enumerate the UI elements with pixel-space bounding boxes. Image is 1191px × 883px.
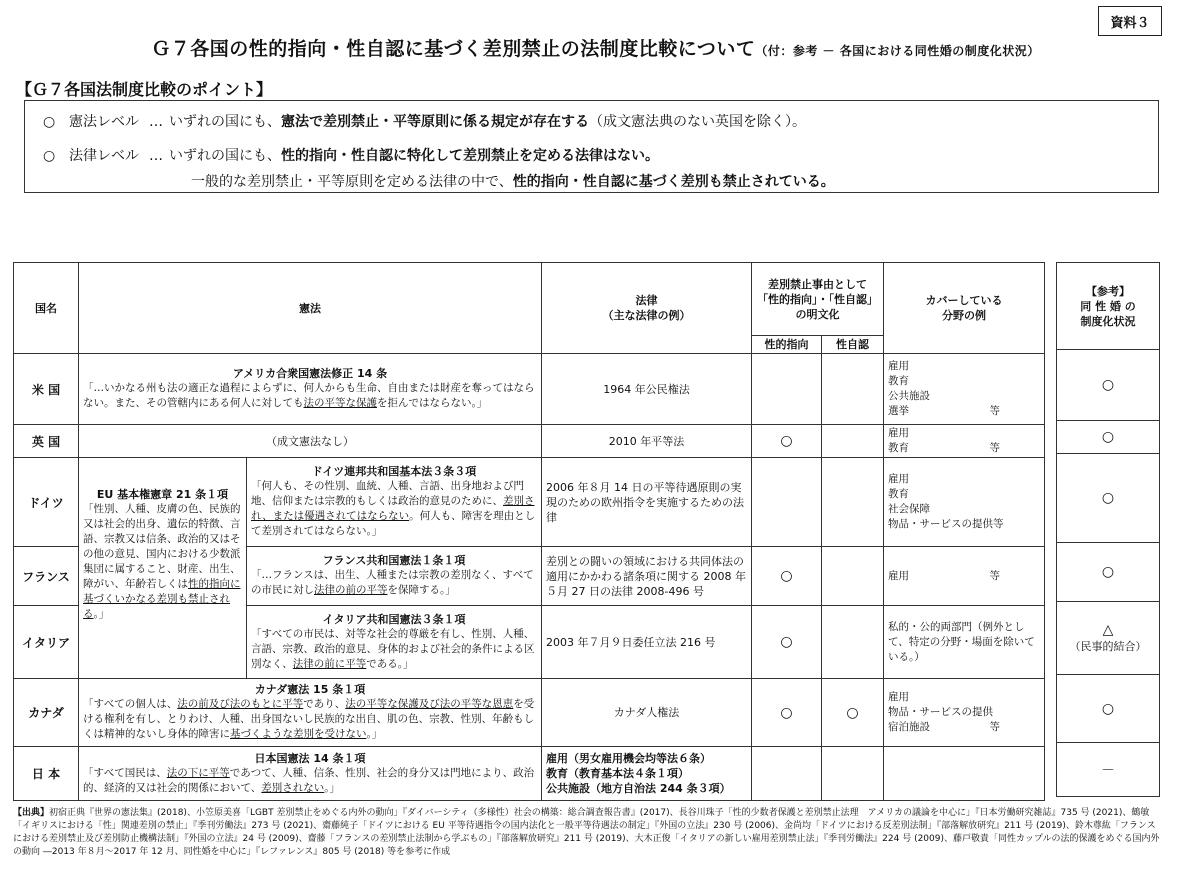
header-law <box>542 263 752 354</box>
article-title: アメリカ合衆国憲法修正 14 条 <box>232 367 388 380</box>
ref-jp: － <box>1057 743 1160 797</box>
law-jp <box>542 747 752 801</box>
title-main: Ｇ７各国の性的指向・性自認に基づく差別禁止の法制度比較について <box>151 38 756 60</box>
article-text-underlined: 法律の前の平等 <box>314 584 388 596</box>
field-item: 雇用 <box>888 569 909 582</box>
fields-ca <box>884 679 1045 747</box>
article-text-underlined: 法の平等な保護 <box>303 397 377 409</box>
law-uk: 2010 年平等法 <box>542 425 752 458</box>
article-title: 日本国憲法 14 条１項 <box>254 751 366 765</box>
point-text-bold: 性的指向・性自認に特化して差別禁止を定める法律はない。 <box>281 148 659 164</box>
country-fr: フランス <box>14 547 79 606</box>
point-text: （成文憲法典のない英国を除く）。 <box>589 114 806 130</box>
field-etc: 等 <box>989 569 1000 582</box>
article-text-part: 。」 <box>366 728 383 740</box>
ref-mark: △ <box>1102 622 1114 638</box>
field-item: 宿泊施設 <box>888 721 930 733</box>
article-text <box>251 479 537 539</box>
comparison-table <box>13 262 1045 801</box>
ref-header-row <box>1057 263 1160 350</box>
law-ca: カナダ人権法 <box>542 679 752 747</box>
header-law-line: 法律 <box>635 294 658 307</box>
header-explicit-line: 「性的指向」・「性自認」 <box>757 292 878 306</box>
gi-us <box>822 354 884 425</box>
field-item: 雇用 <box>888 473 909 485</box>
ref-fr: ○ <box>1057 543 1160 602</box>
article-text-part: 「…フランスは、出生、人種または宗教の差別なく、すべての市民に対し <box>251 569 534 596</box>
points-heading: 【Ｇ７各国法制度比較のポイント】 <box>16 80 273 99</box>
article-text-part: であり、 <box>303 698 346 710</box>
article-text-part: を拒んではならない。」 <box>377 397 488 409</box>
field-item: 教育 <box>888 375 909 387</box>
article-title: フランス共和国憲法１条１項 <box>322 554 466 567</box>
article-text <box>251 568 537 598</box>
field-item: 物品・サービスの提供 <box>888 706 993 718</box>
so-jp <box>752 747 822 801</box>
constitution-fr <box>247 547 542 606</box>
country-de: ドイツ <box>14 458 79 547</box>
header-fields-line: 分野の例 <box>942 309 986 322</box>
table-header-row <box>14 263 1045 336</box>
gi-uk <box>822 425 884 458</box>
ref-de: ○ <box>1057 454 1160 543</box>
field-item-row <box>888 569 1040 584</box>
fields-uk <box>884 425 1045 458</box>
article-text-part: を保障する。」 <box>387 584 456 596</box>
article-text-underlined: 性的指向に基づくいかなる差別も禁止される <box>83 578 241 620</box>
eu-charter-text <box>83 502 242 622</box>
point-law-line2 <box>191 171 835 191</box>
sources-text: 初宿正典『世界の憲法集』(2018)、小笠原美喜「LGBT 差別禁止をめぐる内外の動向」『ダイバーシティ（多様性）社会の構築：総合調査報告書』(2017)、長谷川珠子「性的少数者保護と差別禁止法理 アメリカの議論を中心に」『日本労働研究雑誌』735 号 (2021)、鶴敏「イギリスにおける「性」関連差別の禁止」『季刊労働法』273 号 (2021)、齋藤純子「ドイツにおける EU 平等待遇指令の国内法化と一般平等待遇法の制定」『外国の立法』230 号 (2006)、金尚均「ドイツにおける反差別法制」『部落解放研究』211 号 (2019)、鈴木尊紘「フランスにおける差別禁止及び差別防止機構法制」『外国の立法』24 号 (2009)、齋藤「フランスの差別禁止法制から学ぶもの」『部落解放研究』211 号 (2019)、大木正俊「イタリアの新しい雇用差別禁止法」『季刊労働法』224 号 (2009)、藤戸敬貴「同性カップルの法的保護をめぐる国内外の動向 ―2013 年８月～2017 年 12 月、同性婚を中心に」『レファレンス』805 号 (2018) 等を参考に作成 <box>13 808 1160 857</box>
same-sex-marriage-table <box>1056 262 1160 797</box>
field-item: 公共施設 <box>888 390 930 402</box>
article-text-part: 。」 <box>324 781 341 794</box>
article-text <box>251 627 537 672</box>
law-fr: 差別との闘いの領域における共同体法の適用にかかわる諸条項に関する 2008 年５月 27 日の法律 2008-496 号 <box>542 547 752 606</box>
document-tag: 資料３ <box>1098 6 1162 36</box>
field-item: 教育 <box>888 442 909 454</box>
article-text-part: 「…いかなる州も法の適正な過程によらずに、何人からも生命、自由または財産を奪ってはならない。また、その管轄内にある何人に対しても <box>83 382 535 409</box>
table-row-us <box>14 354 1045 425</box>
header-law-line: （主な法律の例） <box>602 309 691 322</box>
table-row-de <box>14 458 1045 547</box>
point-bullet: ○ <box>43 114 56 130</box>
law-item: 雇用（男女雇用機会均等法６条） <box>546 752 711 765</box>
field-item: 物品・サービスの提供等 <box>888 518 1004 530</box>
article-text-underlined: 差別され、または優遇されてはならない <box>251 495 535 522</box>
point-text: いずれの国にも、 <box>169 148 281 164</box>
fields-it: 私的・公的両部門（例外として、特定の分野・場面を除いている。） <box>884 606 1045 679</box>
field-item: 雇用 <box>888 691 909 703</box>
article-text-part: 。何人も、障害を理由として差別されてはならない。」 <box>251 510 536 537</box>
point-text: 一般的な差別禁止・平等原則を定める法律の中で、 <box>191 174 513 190</box>
article-text <box>83 381 537 411</box>
article-text-underlined: 法律の前に平等 <box>292 657 367 670</box>
header-fields <box>884 263 1045 354</box>
gi-fr <box>822 547 884 606</box>
country-jp: 日 本 <box>14 747 79 801</box>
constitution-it <box>247 606 542 679</box>
constitution-ca <box>79 679 542 747</box>
article-text-underlined: 法の平等な保護及び法の平等な恩恵 <box>345 698 514 710</box>
constitution-us <box>79 354 542 425</box>
field-item-row <box>888 441 1040 456</box>
article-text-part: を受ける権利を有し、とりわけ、人種、出身国ないし民族的な出自、肌の色、宗教、性別、年齢もしくは精神的ないし身体的障害に <box>83 698 535 740</box>
article-text <box>83 766 537 796</box>
law-item: 公共施設（地方自治法 244 条３項） <box>546 782 731 795</box>
sources-label: 【出典】 <box>13 808 50 818</box>
gi-jp <box>822 747 884 801</box>
point-text: いずれの国にも、 <box>169 114 281 130</box>
ref-header-line: 制度化状況 <box>1080 314 1136 328</box>
ref-header <box>1057 263 1160 350</box>
point-level: 憲法レベル <box>69 114 139 130</box>
country-us: 米 国 <box>14 354 79 425</box>
article-text <box>83 697 537 742</box>
constitution-uk: （成文憲法なし） <box>79 425 542 458</box>
country-it: イタリア <box>14 606 79 679</box>
header-constitution: 憲法 <box>79 263 542 354</box>
point-dots: … <box>149 114 163 130</box>
eu-charter <box>79 458 247 679</box>
header-explicit-line: 差別禁止事由として <box>768 277 867 291</box>
article-text-part: 「何人も、その性別、血統、人種、言語、出身地および門地、信仰または宗教的もしくは政治的意見のために、 <box>251 480 524 507</box>
header-gi: 性自認 <box>822 336 884 354</box>
law-us: 1964 年公民権法 <box>542 354 752 425</box>
ref-note: （民事的結合） <box>1069 640 1147 653</box>
article-text-part: 「すべて国民は、 <box>83 766 167 779</box>
fields-us <box>884 354 1045 425</box>
point-text-bold: 性的指向・性自認に基づく差別も禁止されている。 <box>512 174 835 190</box>
point-constitution <box>43 111 806 131</box>
header-country: 国名 <box>14 263 79 354</box>
fields-de <box>884 458 1045 547</box>
point-dots: … <box>149 148 163 164</box>
article-text-part: である。」 <box>366 657 414 670</box>
law-de: 2006 年８月 14 日の平等待遇原則の実現のための欧州指令を実施するための法律 <box>542 458 752 547</box>
so-it: ○ <box>752 606 822 679</box>
header-fields-line: カバーしている <box>925 294 1003 307</box>
gi-de <box>822 458 884 547</box>
field-etc: 等 <box>989 721 1000 733</box>
point-level: 法律レベル <box>69 148 139 164</box>
ref-header-line: 同 性 婚 の <box>1080 299 1136 313</box>
field-etc: 等 <box>989 442 1000 454</box>
article-title: ドイツ連邦共和国基本法３条３項 <box>311 465 477 478</box>
constitution-jp <box>79 747 542 801</box>
article-text-underlined: 基づくような差別を受けない <box>230 728 367 740</box>
points-box <box>24 100 1159 193</box>
page-title <box>0 34 1191 61</box>
header-explicit-line: の明文化 <box>795 307 840 321</box>
table-row-ca <box>14 679 1045 747</box>
field-item: 選挙 <box>888 405 909 417</box>
fields-fr <box>884 547 1045 606</box>
field-item-row <box>888 404 1040 419</box>
field-item: 雇用 <box>888 427 909 439</box>
article-text-part: 。」 <box>93 608 110 620</box>
law-item: 教育（教育基本法４条１項） <box>546 767 689 780</box>
article-text-part: 「すべての個人は、 <box>83 698 178 710</box>
so-ca: ○ <box>752 679 822 747</box>
article-text-part: 「すべての市民は、対等な社会的尊厳を有し、性別、人種、言語、宗教、政治的意見、身体的および社会的条件による区別なく、 <box>251 627 535 670</box>
article-text-underlined: 差別されない <box>261 781 325 794</box>
article-text-part: であつて、人種、信条、性別、社会的身分又は門地により、政治的、経済的又は社会的関係において、 <box>83 766 535 794</box>
point-text-bold: 憲法で差別禁止・平等原則に係る規定が存在する <box>281 114 589 130</box>
so-us <box>752 354 822 425</box>
header-so: 性的指向 <box>752 336 822 354</box>
table-row-uk <box>14 425 1045 458</box>
title-subtitle: （付：参考 － 各国における同性婚の制度化状況） <box>755 44 1040 58</box>
article-text-underlined: 法の下に平等 <box>166 766 230 779</box>
eu-charter-title: EU 基本権憲章 21 条１項 <box>96 488 229 501</box>
ref-it <box>1057 602 1160 675</box>
article-title: カナダ憲法 15 条１項 <box>254 683 366 696</box>
ref-uk: ○ <box>1057 421 1160 454</box>
field-item: 雇用 <box>888 360 909 372</box>
field-item-row <box>888 720 1040 735</box>
article-text-underlined: 法の前及び法のもとに平等 <box>177 698 304 710</box>
ref-header-line: 【参考】 <box>1086 284 1130 298</box>
ref-ca: ○ <box>1057 675 1160 743</box>
point-bullet: ○ <box>43 148 56 164</box>
so-fr: ○ <box>752 547 822 606</box>
sources-note <box>13 807 1163 859</box>
country-ca: カナダ <box>14 679 79 747</box>
gi-ca: ○ <box>822 679 884 747</box>
so-de <box>752 458 822 547</box>
field-item: 教育 <box>888 488 909 500</box>
header-explicit <box>752 263 884 336</box>
article-text-part: 「性別、人種、皮膚の色、民族的又は社会的出身、遺伝的特徴、言語、宗教又は信条、政治的又はその他の意見、国内における少数派集団に属すること、財産、出生、障がい、年齢若しくは <box>83 503 241 590</box>
so-uk: ○ <box>752 425 822 458</box>
point-law <box>43 145 659 165</box>
gi-it <box>822 606 884 679</box>
field-item: 社会保障 <box>888 503 930 515</box>
constitution-de <box>247 458 542 547</box>
fields-jp <box>884 747 1045 801</box>
law-it: 2003 年７月９日委任立法 216 号 <box>542 606 752 679</box>
ref-us: ○ <box>1057 350 1160 421</box>
field-etc: 等 <box>989 405 1000 417</box>
country-uk: 英 国 <box>14 425 79 458</box>
article-title: イタリア共和国憲法３条１項 <box>322 612 466 626</box>
table-row-jp <box>14 747 1045 801</box>
